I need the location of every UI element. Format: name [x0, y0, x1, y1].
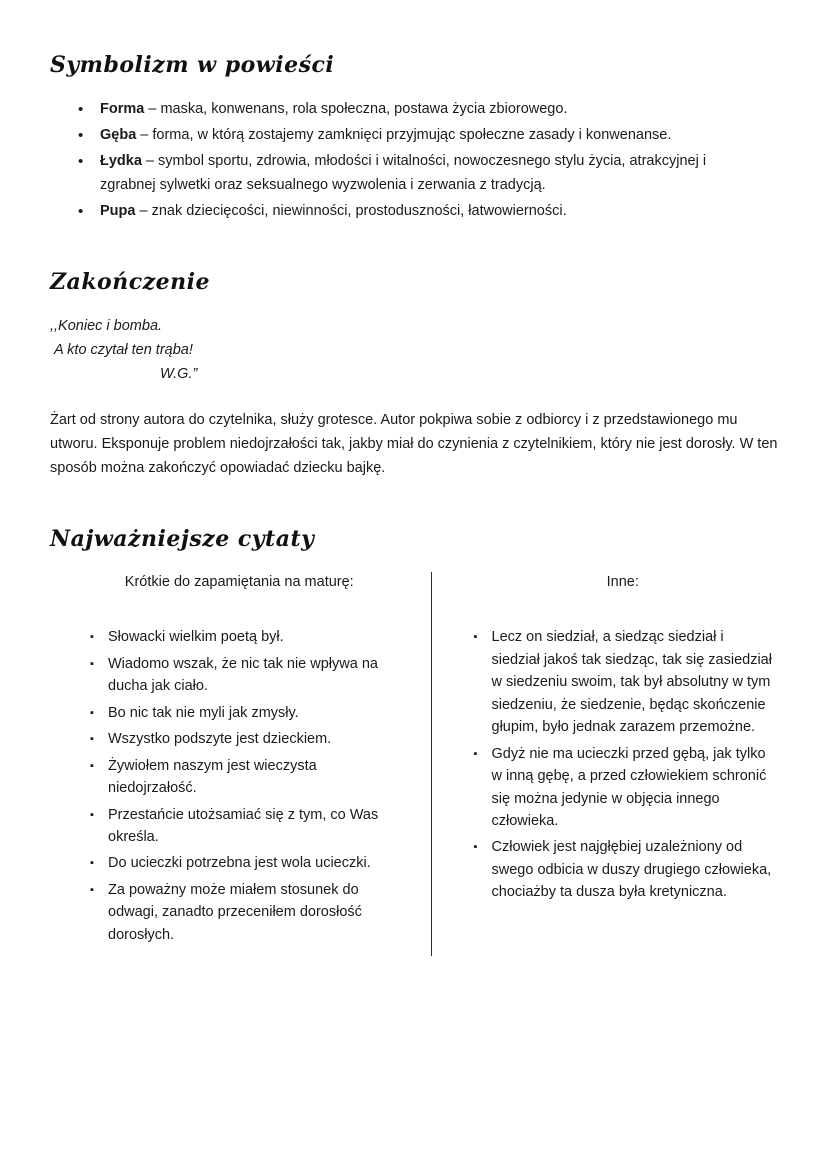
term-definition: – znak dziecięcości, niewinności, prostoduszności, łatwowierności.: [135, 202, 567, 219]
list-item: [78, 124, 738, 147]
term-label: Pupa: [100, 202, 136, 219]
list-item: [78, 200, 738, 223]
heading-symbolism: Symbolizm w powieści: [50, 52, 335, 78]
left-quotes-list: [90, 626, 389, 946]
quote-item: ▪ Bo nic tak nie myli jak zmysły.: [90, 702, 389, 724]
quote-line: ,,Koniec i bomba.: [50, 317, 163, 334]
term-label: Łydka: [100, 153, 142, 170]
quote-item: ▪ Za poważny może miałem stosunek do odwagi, zanadto przeceniłem dorosłość dorosłych.: [90, 879, 389, 946]
right-column-header: Inne:: [606, 574, 639, 591]
quotes-column-left: [50, 572, 431, 956]
term-label: Forma: [100, 101, 145, 117]
symbolism-list: [78, 98, 778, 223]
quote-item: ▪ Wszystko podszyte jest dzieckiem.: [90, 728, 389, 750]
quote-item: ▪ Do ucieczki potrzebna jest wola ucieczki.: [90, 852, 389, 874]
quote-item: ▪ Żywiołem naszym jest wieczysta niedojrzałość.: [90, 755, 389, 800]
list-item: [78, 150, 738, 196]
term-label: Gęba: [100, 127, 137, 144]
quotes-column-right: [432, 572, 779, 956]
quote-signature: W.G.”: [160, 365, 198, 382]
ending-quote-block: [50, 315, 778, 387]
term-definition: – symbol sportu, zdrowia, młodości i witalności, nowoczesnego stylu życia, atrakcyjnej i zgrabnej sylwetki oraz seksualnego wyzwolenia i zerwania z tradycją.: [100, 153, 707, 193]
heading-ending: Zakończenie: [50, 268, 210, 295]
quote-item: ▪ Gdyż nie ma ucieczki przed gębą, jak tylko w inną gębę, a przed człowiekiem schronić się można jedynie w objęcia innego człowieka.: [474, 743, 773, 833]
quotes-columns: [50, 572, 778, 956]
quote-item: ▪ Przestańcie utożsamiać się z tym, co Was określa.: [90, 804, 389, 849]
quote-item: ▪ Człowiek jest najgłębiej uzależniony od swego odbicia w duszy drugiego człowieka, chociażby ta dusza była kretyniczna.: [474, 836, 773, 903]
left-column-header: Krótkie do zapamiętania na maturę:: [124, 574, 354, 591]
list-item: [78, 98, 738, 121]
quote-item: ▪ Lecz on siedział, a siedząc siedział i siedział jakoś tak siedząc, tak się zasiedział w siedzeniu swoim, tak był absolutny w tym siedzeniu, że siedzenie, będąc skończenie głupim, było jednak zarazem przemożne.: [474, 626, 773, 738]
heading-quotes: Najważniejsze cytaty: [50, 526, 315, 553]
term-definition: – maska, konwenans, rola społeczna, postawa życia zbiorowego.: [144, 101, 568, 117]
term-definition: – forma, w którą zostajemy zamknięci przyjmując społeczne zasady i konwenanse.: [136, 127, 672, 144]
right-quotes-list: [474, 626, 773, 904]
ending-paragraph: Żart od strony autora do czytelnika, służy grotesce. Autor pokpiwa sobie z odbiorcy i z przedstawionego mu utworu. Eksponuje problem niedojrzałości tak, jakby miał do czynienia z czytelnikiem, który nie jest dorosły. W ten sposób można zakończyć opowiadać dziecku bajkę.: [50, 411, 778, 476]
quote-line: A kto czytał ten trąba!: [54, 341, 193, 358]
quote-item: ▪ Wiadomo wszak, że nic tak nie wpływa na ducha jak ciało.: [90, 653, 389, 698]
quote-item: ▪ Słowacki wielkim poetą był.: [90, 626, 389, 648]
